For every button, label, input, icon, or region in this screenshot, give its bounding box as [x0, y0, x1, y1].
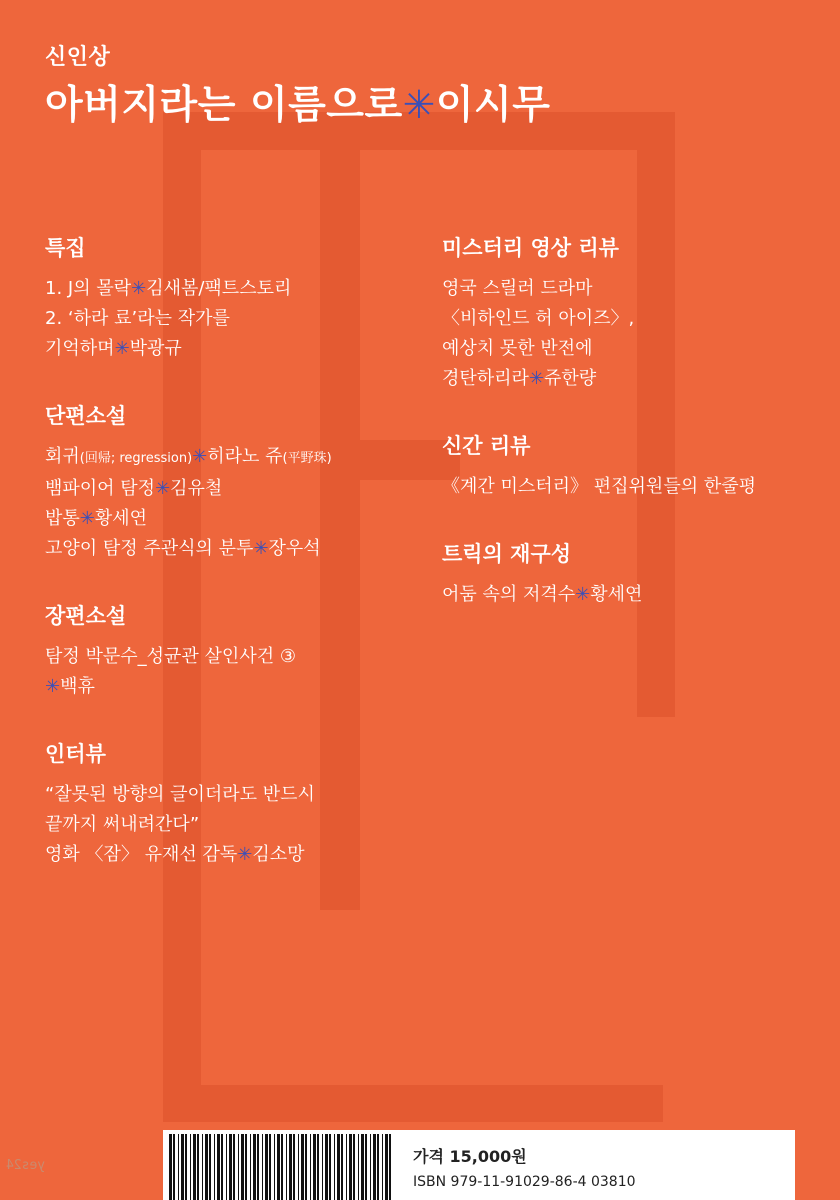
barcode-bar	[289, 1134, 292, 1200]
barcode-bar	[205, 1134, 208, 1200]
asterisk-icon: ✳	[114, 338, 130, 359]
line-text: 뱀파이어 탐정	[45, 478, 156, 499]
section-title: 트릭의 재구성	[442, 542, 572, 566]
barcode-bar	[214, 1134, 215, 1200]
barcode-bar	[325, 1134, 328, 1200]
section-title: 신간 리뷰	[442, 434, 531, 458]
barcode-bar	[301, 1134, 304, 1200]
author-name: 김새봄/팩트스토리	[146, 278, 292, 299]
barcode-bar	[317, 1134, 319, 1200]
section-title: 인터뷰	[45, 742, 106, 766]
line-text: 기억하며	[45, 338, 115, 359]
headline	[45, 74, 550, 130]
left-column	[45, 232, 425, 906]
price-text: 가격 15,000원	[413, 1147, 527, 1166]
contents-section	[442, 430, 822, 502]
line-text: 〈비하인드 허 아이즈〉,	[442, 308, 635, 329]
barcode-bar	[329, 1134, 331, 1200]
barcode-bar	[197, 1134, 199, 1200]
headline-author: 이시무	[435, 83, 551, 128]
contents-section	[45, 400, 425, 564]
line-text: 끝까지 써내려간다”	[45, 814, 200, 835]
right-column	[442, 232, 822, 646]
line-text: 경탄하리라	[442, 368, 529, 389]
contents-line	[45, 442, 425, 474]
contents-line	[442, 334, 822, 364]
contents-line	[45, 334, 425, 364]
line-text: “잘못된 방향의 글이더라도 반드시	[45, 784, 315, 805]
contents-section	[45, 738, 425, 870]
barcode-bar	[341, 1134, 343, 1200]
barcode-bar	[221, 1134, 223, 1200]
author-name: 황세연	[590, 584, 643, 605]
contents-section	[442, 232, 822, 394]
contents-section	[45, 232, 425, 364]
line-text: 밥통	[45, 508, 80, 529]
asterisk-icon: ✳	[79, 508, 95, 529]
barcode-bar	[313, 1134, 316, 1200]
barcode-bar	[250, 1134, 251, 1200]
contents-section	[45, 600, 425, 702]
contents-line	[45, 810, 425, 840]
barcode-bar	[382, 1134, 383, 1200]
line-text: 어둠 속의 저격수	[442, 584, 576, 605]
barcode-bar	[265, 1134, 268, 1200]
contents-line	[45, 504, 425, 534]
asterisk-icon: ✳	[131, 278, 147, 299]
barcode-bar	[241, 1134, 244, 1200]
barcode-bar	[389, 1134, 391, 1200]
barcode-bar	[310, 1134, 311, 1200]
line-text: 2. ‘하라 료’라는 작가를	[45, 308, 230, 329]
barcode-bar	[377, 1134, 379, 1200]
barcode-bar	[293, 1134, 295, 1200]
author-name: 박광규	[129, 338, 182, 359]
section-title: 단편소설	[45, 404, 127, 428]
barcode-bar	[169, 1134, 172, 1200]
line-text: 영화 〈잠〉 유재선 감독	[45, 844, 238, 865]
barcode-bar	[257, 1134, 259, 1200]
author-name: 백휴	[60, 676, 95, 697]
contents-line	[442, 304, 822, 334]
contents-line	[45, 274, 425, 304]
barcode-bar	[365, 1134, 367, 1200]
barcode-bar	[298, 1134, 299, 1200]
contents-line	[45, 474, 425, 504]
barcode-bar	[233, 1134, 235, 1200]
barcode-bar	[353, 1134, 355, 1200]
barcode-panel	[163, 1130, 795, 1200]
barcode-bar	[281, 1134, 283, 1200]
asterisk-icon: ✳	[402, 83, 436, 128]
author-name: 히라노 쥬	[207, 446, 283, 467]
author-name: 김유철	[170, 478, 223, 499]
barcode-bar	[361, 1134, 364, 1200]
barcode-bar	[385, 1134, 388, 1200]
asterisk-icon: ✳	[575, 584, 591, 605]
contents-line	[442, 580, 822, 610]
barcode-bar	[238, 1134, 239, 1200]
barcode-bar	[358, 1134, 359, 1200]
line-text: 탐정 박문수_성균관 살인사건 ③	[45, 646, 296, 667]
barcode-bar	[190, 1134, 191, 1200]
contents-line	[45, 534, 425, 564]
contents-line	[45, 780, 425, 810]
watermark: yes24	[6, 1158, 46, 1173]
contents-line	[442, 472, 822, 502]
section-title: 미스터리 영상 리뷰	[442, 236, 619, 260]
asterisk-icon: ✳	[155, 478, 171, 499]
line-text: 예상치 못한 반전에	[442, 338, 593, 359]
barcode-bar	[181, 1134, 184, 1200]
barcode-bar	[178, 1134, 179, 1200]
barcode-bar	[217, 1134, 220, 1200]
barcode-bar	[337, 1134, 340, 1200]
contents-line	[45, 840, 425, 870]
contents-line	[45, 642, 425, 672]
barcode-icon	[163, 1130, 399, 1200]
barcode-bar	[253, 1134, 256, 1200]
barcode-bar	[202, 1134, 203, 1200]
asterisk-icon: ✳	[528, 368, 545, 389]
section-label-new-author: 신인상	[45, 45, 111, 70]
line-text: 영국 스릴러 드라마	[442, 278, 593, 299]
barcode-bar	[262, 1134, 263, 1200]
contents-line	[45, 304, 425, 334]
barcode-bar	[334, 1134, 335, 1200]
line-text: 고양이 탐정 주관식의 분투	[45, 538, 254, 559]
barcode-bar	[305, 1134, 307, 1200]
author-name: 황세연	[94, 508, 148, 529]
barcode-bar	[209, 1134, 211, 1200]
line-text: 1. J의 몰락	[45, 278, 132, 299]
barcode-bar	[173, 1134, 175, 1200]
contents-line	[442, 364, 822, 394]
line-annotation: (回帰; regression)	[79, 451, 193, 466]
headline-title: 아버지라는 이름으로	[45, 83, 403, 128]
asterisk-icon: ✳	[253, 538, 269, 559]
barcode-bar	[370, 1134, 371, 1200]
section-title: 장편소설	[45, 604, 127, 628]
barcode-bar	[277, 1134, 280, 1200]
barcode-bar	[193, 1134, 196, 1200]
author-name: 장우석	[268, 538, 321, 559]
barcode-bar	[274, 1134, 275, 1200]
line-annotation: (平野珠)	[282, 451, 332, 466]
asterisk-icon: ✳	[45, 676, 61, 697]
asterisk-icon: ✳	[237, 844, 253, 865]
asterisk-icon: ✳	[192, 446, 208, 467]
contents-line	[45, 672, 425, 702]
author-name: 김소망	[252, 844, 305, 865]
barcode-bar	[269, 1134, 271, 1200]
contents-section	[442, 538, 822, 610]
isbn-text: ISBN 979-11-91029-86-4 03810	[413, 1174, 636, 1190]
contents-line	[442, 274, 822, 304]
barcode-bar	[322, 1134, 323, 1200]
line-text: 《계간 미스터리》 편집위원들의 한줄평	[442, 476, 756, 497]
barcode-bar	[185, 1134, 187, 1200]
barcode-bar	[245, 1134, 247, 1200]
barcode-bar	[346, 1134, 347, 1200]
barcode-bar	[226, 1134, 227, 1200]
section-title: 특집	[45, 236, 86, 260]
line-text: 회귀	[45, 446, 80, 467]
barcode-bar	[286, 1134, 287, 1200]
barcode-bar	[373, 1134, 376, 1200]
barcode-bar	[229, 1134, 232, 1200]
barcode-bar	[349, 1134, 352, 1200]
author-name: 쥬한량	[544, 368, 597, 389]
